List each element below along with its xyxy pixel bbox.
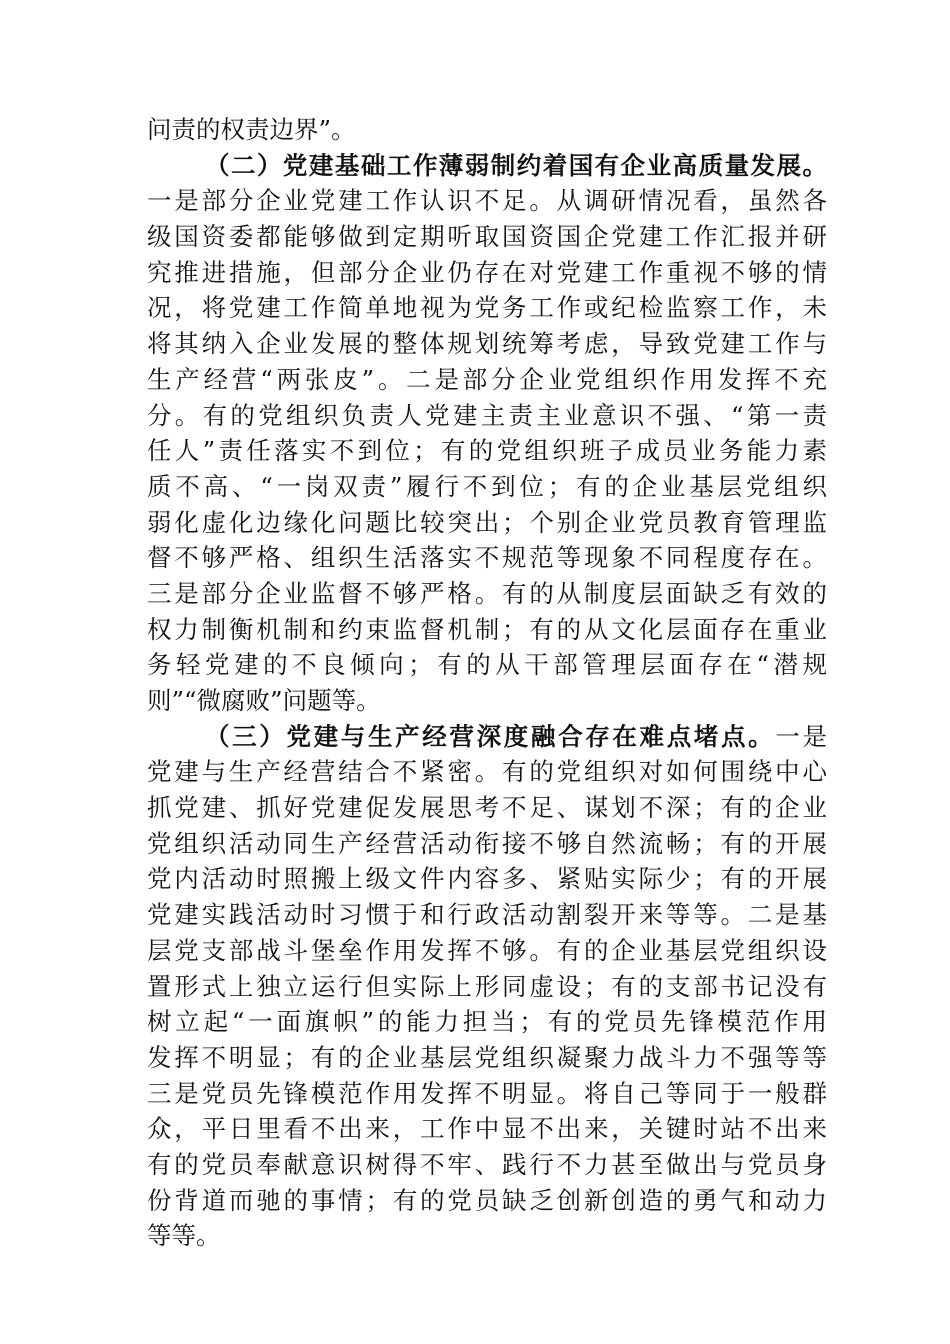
text-line xyxy=(147,1183,827,1219)
text-line xyxy=(147,754,827,790)
document-body xyxy=(147,112,827,1254)
text-line xyxy=(147,505,827,541)
text-line xyxy=(147,290,827,326)
text-line xyxy=(147,1076,827,1112)
body-text: 生产经营“两张皮”。二是部分企业党组织作用发挥不充 xyxy=(147,364,827,394)
text-line xyxy=(147,362,827,398)
text-line xyxy=(147,969,827,1005)
body-text: 任人”责任落实不到位；有的党组织班子成员业务能力素 xyxy=(147,436,827,466)
text-line xyxy=(147,148,827,184)
body-text: 有的党员奉献意识树得不牢、践行不力甚至做出与党员身 xyxy=(147,1149,827,1179)
text-line xyxy=(147,469,827,505)
text-line xyxy=(147,826,827,862)
body-text: 三是部分企业监督不够严格。有的从制度层面缺乏有效的 xyxy=(147,578,827,608)
body-text: 权力制衡机制和约束监督机制；有的从文化层面存在重业 xyxy=(147,614,827,644)
body-text: 一是部分企业党建工作认识不足。从调研情况看，虽然各 xyxy=(147,186,827,216)
body-text: 三是党员先锋模范作用发挥不明显。将自己等同于一般群 xyxy=(147,1078,827,1108)
text-line xyxy=(147,612,827,648)
body-text: 党组织活动同生产经营活动衔接不够自然流畅；有的开展 xyxy=(147,828,827,858)
section-heading-text: （三）党建与生产经营深度融合存在难点堵点。 xyxy=(205,721,776,751)
text-line xyxy=(147,683,827,719)
text-line xyxy=(147,219,827,255)
body-text: 抓党建、抓好党建促发展思考不足、谋划不深；有的企业 xyxy=(147,793,827,823)
body-text: 务轻党建的不良倾向；有的从干部管理层面存在“潜规 xyxy=(147,650,827,680)
body-text: 一是 xyxy=(775,721,828,751)
text-line xyxy=(147,1040,827,1076)
text-line xyxy=(147,1004,827,1040)
section-heading-text: （二）党建基础工作薄弱制约着国有企业高质量发展。 xyxy=(205,150,827,180)
text-line xyxy=(147,433,827,469)
text-line xyxy=(147,1218,827,1254)
body-text: 分。有的党组织负责人党建主责主业意识不强、“第一责 xyxy=(147,400,827,430)
body-text: 质不高、“一岗双责”履行不到位；有的企业基层党组织 xyxy=(147,471,827,501)
text-line xyxy=(147,1147,827,1183)
text-line xyxy=(147,576,827,612)
text-line xyxy=(147,790,827,826)
text-line xyxy=(147,861,827,897)
text-line xyxy=(147,183,827,219)
body-text: 等等。 xyxy=(147,1221,221,1251)
body-text: 督不够严格、组织生活落实不规范等现象不同程度存在。 xyxy=(147,543,827,573)
text-line xyxy=(147,112,827,148)
body-text: 问责的权责边界”。 xyxy=(147,115,356,144)
body-text: 树立起“一面旗帜”的能力担当；有的党员先锋模范作用 xyxy=(147,1007,827,1037)
text-line xyxy=(147,326,827,362)
body-text: 份背道而驰的事情；有的党员缺乏创新创造的勇气和动力 xyxy=(147,1185,827,1215)
text-line xyxy=(147,540,827,576)
text-line xyxy=(147,1111,827,1147)
text-line xyxy=(147,647,827,683)
body-text: 党建与生产经营结合不紧密。有的党组织对如何围绕中心 xyxy=(147,757,827,787)
text-line xyxy=(147,933,827,969)
body-text: 级国资委都能够做到定期听取国资国企党建工作汇报并研 xyxy=(147,222,827,252)
text-line xyxy=(147,719,827,755)
body-text: 党内活动时照搬上级文件内容多、紧贴实际少；有的开展 xyxy=(147,864,827,894)
body-text: 究推进措施，但部分企业仍存在对党建工作重视不够的情 xyxy=(147,257,827,287)
text-line xyxy=(147,398,827,434)
text-line xyxy=(147,255,827,291)
body-text: 置形式上独立运行但实际上形同虚设；有的支部书记没有 xyxy=(147,971,827,1001)
body-text: 则”“微腐败”问题等。 xyxy=(147,686,381,715)
body-text: 党建实践活动时习惯于和行政活动割裂开来等等。二是基 xyxy=(147,900,827,930)
text-line xyxy=(147,897,827,933)
body-text: 发挥不明显；有的企业基层党组织凝聚力战斗力不强等等 xyxy=(147,1042,827,1072)
body-text: 众，平日里看不出来，工作中显不出来，关键时站不出来 xyxy=(147,1114,827,1144)
body-text: 层党支部战斗堡垒作用发挥不够。有的企业基层党组织设 xyxy=(147,935,827,965)
body-text: 弱化虚化边缘化问题比较突出；个别企业党员教育管理监 xyxy=(147,507,827,537)
body-text: 况，将党建工作简单地视为党务工作或纪检监察工作，未 xyxy=(147,293,827,323)
body-text: 将其纳入企业发展的整体规划统筹考虑，导致党建工作与 xyxy=(147,329,827,359)
